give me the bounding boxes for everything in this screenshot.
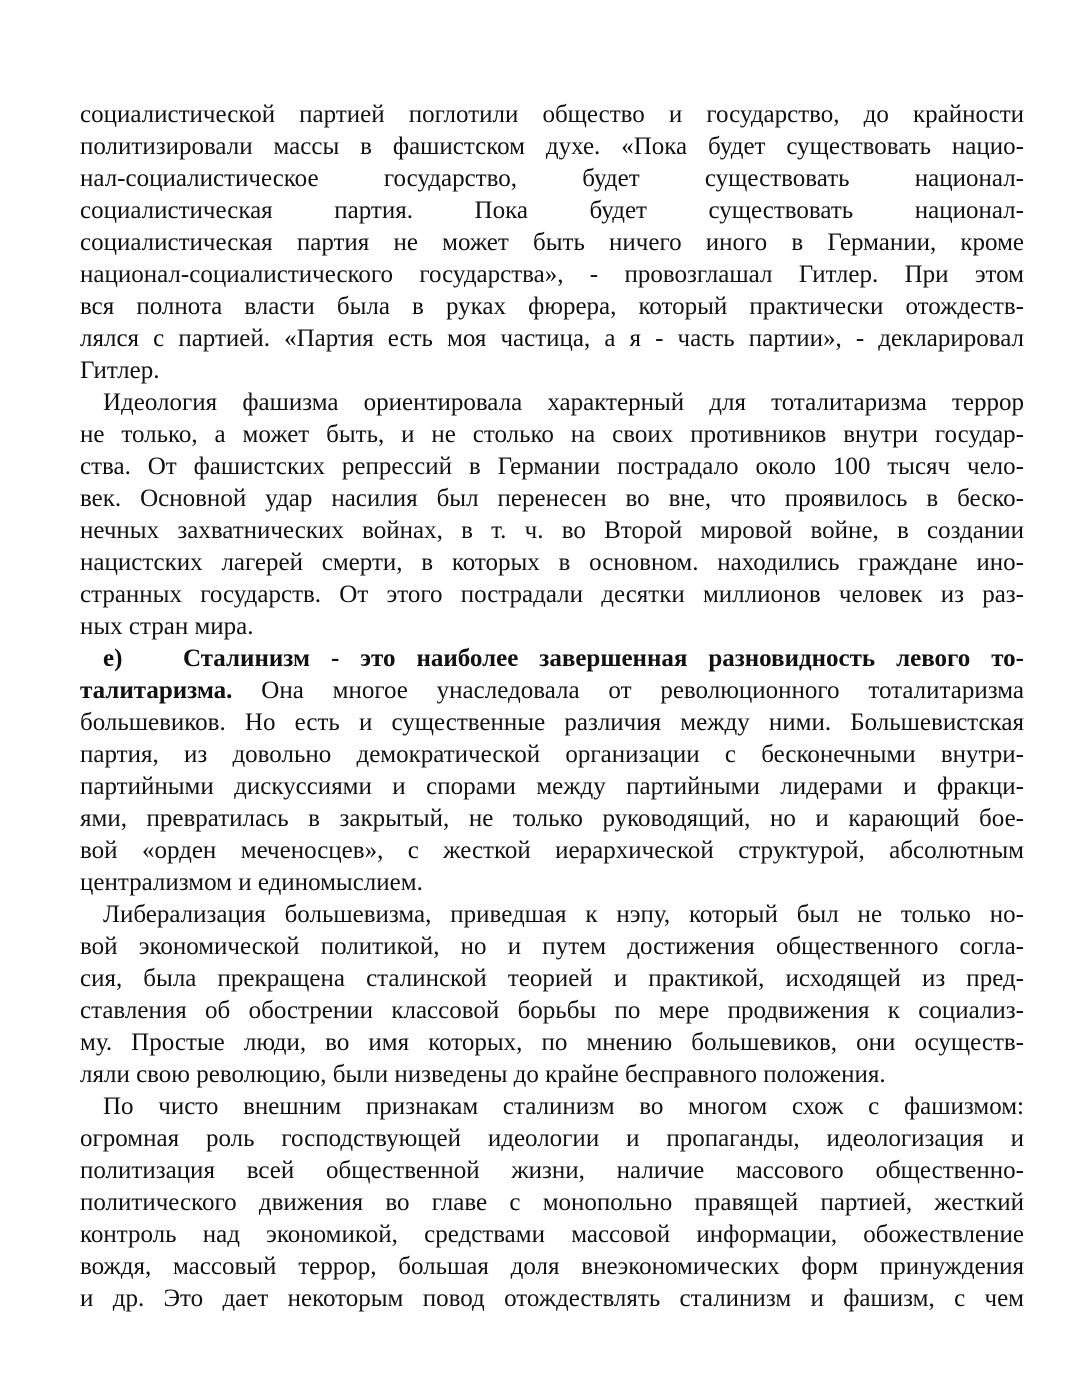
text-line: не только, а может быть, и не столько на своих противников внутри государ- — [80, 421, 1024, 448]
text-line: странных государств. От этого пострадали десятки миллионов человек из раз- — [80, 581, 1024, 608]
text-line: вой экономической политикой, но и путем достижения общественного согла- — [80, 933, 1024, 960]
text-line: ных стран мира. — [80, 613, 254, 640]
text-line: лялся с партией. «Партия есть моя частица, а я - часть партии», - декларировал — [80, 325, 1024, 352]
text-line: му. Простые люди, во имя которых, по мнению большевиков, они осуществ- — [80, 1029, 1024, 1056]
text-line: нацистских лагерей смерти, в которых в основном. находились граждане ино- — [80, 549, 1024, 576]
text-line: ляли свою революцию, были низведены до крайне бесправного положения. — [80, 1061, 886, 1088]
text-line: Либерализация большевизма, приведшая к нэпу, который был не только но- — [103, 901, 1024, 928]
text-line — [80, 675, 1024, 707]
text-line: ставления об обострении классовой борьбы по мере продвижения к социализ- — [80, 997, 1024, 1024]
text-line: век. Основной удар насилия был перенесен во вне, что проявилось в беско- — [80, 485, 1024, 512]
paragraph-2 — [80, 387, 1024, 643]
paragraph-3 — [80, 643, 1024, 899]
text-line: вождя, массовый террор, большая доля внеэкономических форм принуждения — [80, 1253, 1024, 1280]
text-line: партия, из довольно демократической организации с бесконечными внутри- — [80, 741, 1024, 768]
text-line: политизация всей общественной жизни, наличие массового общественно- — [80, 1157, 1024, 1184]
text-line: социалистическая партия не может быть ничего иного в Германии, кроме — [80, 229, 1024, 256]
bold-heading: Сталинизм - это наиболее завершенная разновидность левого то- — [183, 645, 1024, 672]
text-line: По чисто внешним признакам сталинизм во многом схож с фашизмом: — [103, 1093, 1024, 1120]
text-line: Идеология фашизма ориентировала характерный для тоталитаризма террор — [103, 389, 1024, 416]
text-run: Она многое унаследовала от революционного тоталитаризма — [232, 677, 1024, 704]
text-line: вой «орден меченосцев», с жесткой иерархической структурой, абсолютным — [80, 837, 1024, 864]
text-line: партийными дискуссиями и спорами между партийными лидерами и фракци- — [80, 773, 1024, 800]
text-line: ства. От фашистских репрессий в Германии пострадало около 100 тысяч чело- — [80, 453, 1024, 480]
text-line: социалистической партией поглотили общество и государство, до крайности — [80, 101, 1024, 128]
list-marker: е) — [103, 645, 123, 672]
text-line: сия, была прекращена сталинской теорией и практикой, исходящей из пред- — [80, 965, 1024, 992]
text-line: централизмом и единомыслием. — [80, 869, 423, 896]
text-line: политизировали массы в фашистском духе. «Пока будет существовать нацио- — [80, 133, 1024, 160]
document-page — [80, 99, 1024, 1315]
text-line: нал-социалистическое государство, будет существовать национал- — [80, 165, 1024, 192]
text-line: огромная роль господствующей идеологии и пропаганды, идеологизация и — [80, 1125, 1024, 1152]
text-line: Гитлер. — [80, 357, 160, 384]
text-line: политического движения во главе с монопольно правящей партией, жесткий — [80, 1189, 1024, 1216]
paragraph-4 — [80, 899, 1024, 1091]
text-line: ями, превратилась в закрытый, не только руководящий, но и карающий бое- — [80, 805, 1024, 832]
text-line: вся полнота власти была в руках фюрера, который практически отождеств- — [80, 293, 1024, 320]
paragraph-5 — [80, 1091, 1024, 1315]
text-line: нечных захватнических войнах, в т. ч. во Второй мировой войне, в создании — [80, 517, 1024, 544]
paragraph-1 — [80, 99, 1024, 387]
text-line: большевиков. Но есть и существенные различия между ними. Большевистская — [80, 709, 1024, 736]
bold-heading-end: талитаризма. — [80, 677, 233, 704]
text-line: социалистическая партия. Пока будет существовать национал- — [80, 197, 1024, 224]
text-line: контроль над экономикой, средствами массовой информации, обожествление — [80, 1221, 1024, 1248]
text-line: и др. Это дает некоторым повод отождествлять сталинизм и фашизм, с чем — [80, 1285, 1024, 1312]
text-line: национал-социалистического государства», - провозглашал Гитлер. При этом — [80, 261, 1024, 288]
list-item-heading-line — [80, 643, 1024, 675]
